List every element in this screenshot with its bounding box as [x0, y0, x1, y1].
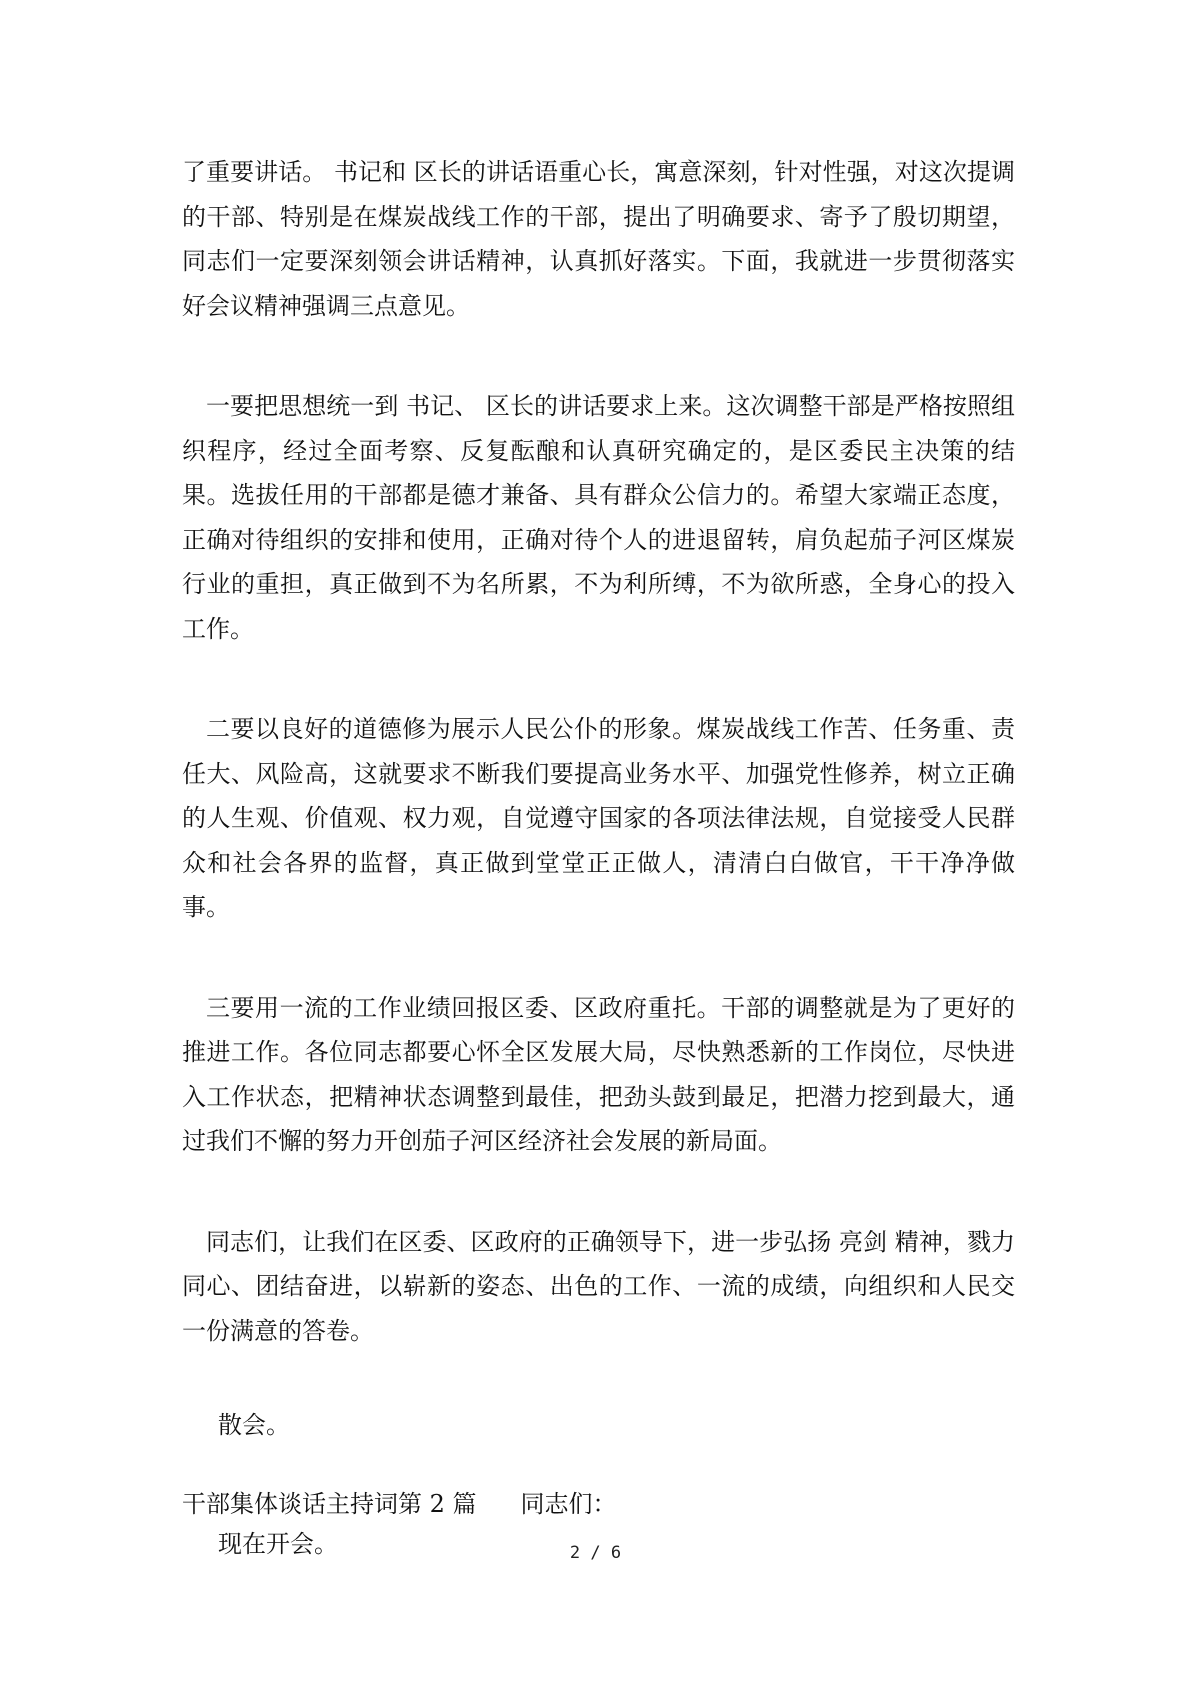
page-number: 2 / 6: [569, 1543, 622, 1563]
document-body: [182, 150, 1015, 1566]
paragraph-point-three: 三要用一流的工作业绩回报区委、区政府重托。干部的调整就是为了更好的推进工作。各位同志都要心怀全区发展大局，尽快熟悉新的工作岗位，尽快进入工作状态，把精神状态调整到最佳，把劲头鼓到最足，把潜力挖到最大，通过我们不懈的努力开创茄子河区经济社会发展的新局面。: [182, 993, 1015, 1155]
paragraph-meeting-open: 现在开会。: [218, 1529, 338, 1558]
paragraph-point-one: 一要把思想统一到 书记、 区长的讲话要求上来。这次调整干部是严格按照组织程序，经过全面考察、反复酝酿和认真研究确定的，是区委民主决策的结果。选拔任用的干部都是德才兼备、具有群众公信力的。希望大家端正态度，正确对待组织的安排和使用，正确对待个人的进退留转，肩负起茄子河区煤炭行业的重担，真正做到不为名所累，不为利所缚，不为欲所惑，全身心的投入工作。: [182, 392, 1015, 643]
paragraph-point-two: 二要以良好的道德修为展示人民公仆的形象。煤炭战线工作苦、任务重、责任大、风险高，这就要求不断我们要提高业务水平、加强党性修养，树立正确的人生观、价值观、权力观，自觉遵守国家的各项法律法规，自觉接受人民群众和社会各界的监督，真正做到堂堂正正做人，清清白白做官，干干净净做事。: [182, 715, 1015, 921]
section-heading-greeting: 同志们：: [520, 1489, 617, 1518]
paragraph-opening-remarks: 了重要讲话。 书记和 区长的讲话语重心长，寓意深刻，针对性强，对这次提调的干部、特别是在煤炭战线工作的干部，提出了明确要求、寄予了殷切期望，同志们一定要深刻领会讲话精神，认真抓好落实。下面，我就进一步贯彻落实好会议精神强调三点意见。: [182, 158, 1015, 320]
paragraph-adjourn: 散会。: [218, 1411, 290, 1439]
paragraph-closing: 同志们，让我们在区委、区政府的正确领导下，进一步弘扬 亮剑 精神，戮力同心、团结奋进，以崭新的姿态、出色的工作、一流的成绩，向组织和人民交一份满意的答卷。: [182, 1227, 1015, 1345]
section-heading-title: 干部集体谈话主持词第 2 篇: [182, 1489, 477, 1518]
section-heading: [182, 1486, 1015, 1522]
